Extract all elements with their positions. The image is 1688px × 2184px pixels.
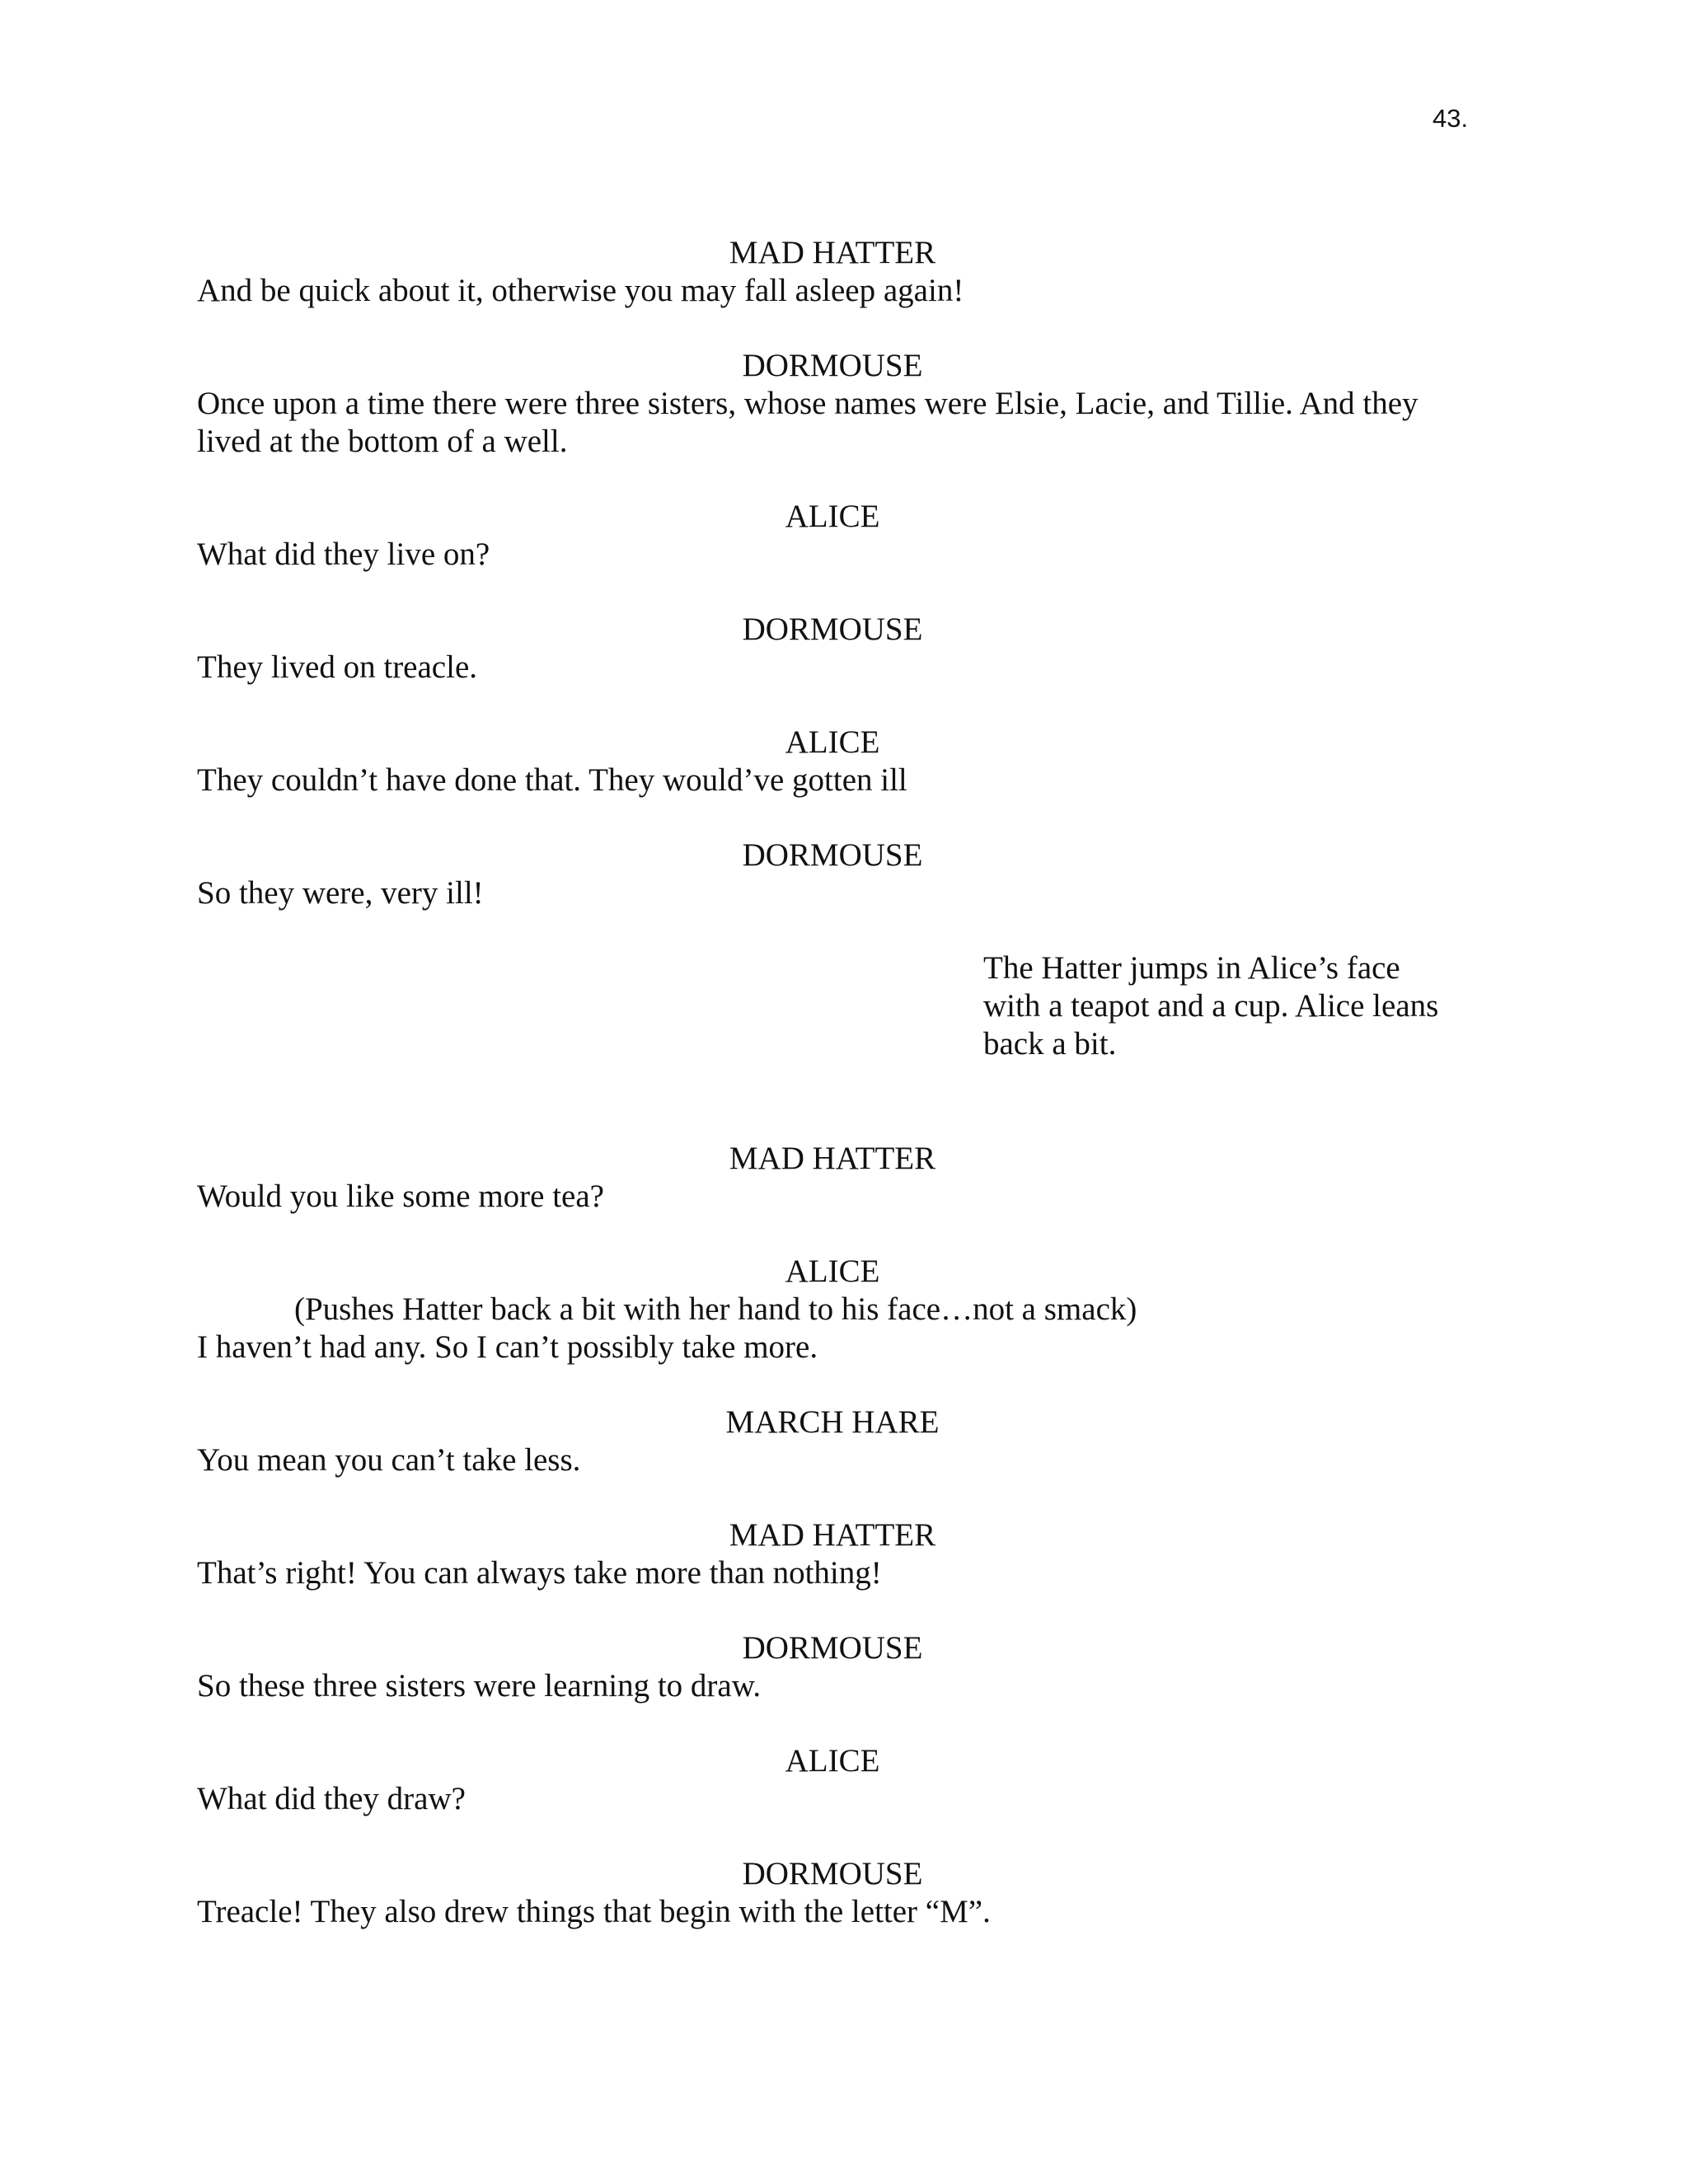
character-name: DORMOUSE — [742, 348, 923, 383]
character-name: ALICE — [785, 499, 880, 534]
character-name: DORMOUSE — [742, 1856, 923, 1891]
dialogue-line: That’s right! You can always take more than nothing! — [197, 1555, 882, 1591]
character-name: DORMOUSE — [742, 837, 923, 873]
character-name: MAD HATTER — [729, 235, 936, 270]
dialogue-line: Once upon a time there were three sisters, whose names were Elsie, Lacie, and Tillie. And they lived at the bottom of a well. — [197, 386, 1427, 459]
page-number: 43. — [1432, 104, 1469, 133]
dialogue-line: And be quick about it, otherwise you may fall asleep again! — [197, 273, 964, 308]
dialogue-line: What did they draw? — [197, 1781, 466, 1816]
parenthetical: (Pushes Hatter back a bit with her hand to his face…not a smack) — [294, 1291, 1137, 1327]
character-name: ALICE — [785, 1254, 880, 1289]
character-name: ALICE — [785, 724, 880, 760]
character-name: MAD HATTER — [729, 1517, 936, 1553]
character-name: MARCH HARE — [725, 1404, 940, 1440]
character-name: DORMOUSE — [742, 1630, 923, 1666]
dialogue-line: So they were, very ill! — [197, 875, 484, 911]
dialogue-line: I haven’t had any. So I can’t possibly take more. — [197, 1329, 818, 1365]
character-name: DORMOUSE — [742, 612, 923, 647]
dialogue-line: Treacle! They also drew things that begin with the letter “M”. — [197, 1894, 991, 1929]
dialogue-line: They lived on treacle. — [197, 649, 478, 685]
character-name: MAD HATTER — [729, 1141, 936, 1176]
dialogue-line: What did they live on? — [197, 537, 490, 572]
dialogue-line: You mean you can’t take less. — [197, 1442, 581, 1478]
dialogue-line: Would you like some more tea? — [197, 1179, 604, 1214]
dialogue-line: So these three sisters were learning to draw. — [197, 1668, 762, 1704]
dialogue-line: They couldn’t have done that. They would’ve gotten ill — [197, 762, 907, 798]
stage-direction: The Hatter jumps in Alice’s face with a teapot and a cup. Alice leans back a bit. — [983, 950, 1439, 1062]
character-name: ALICE — [785, 1743, 880, 1779]
